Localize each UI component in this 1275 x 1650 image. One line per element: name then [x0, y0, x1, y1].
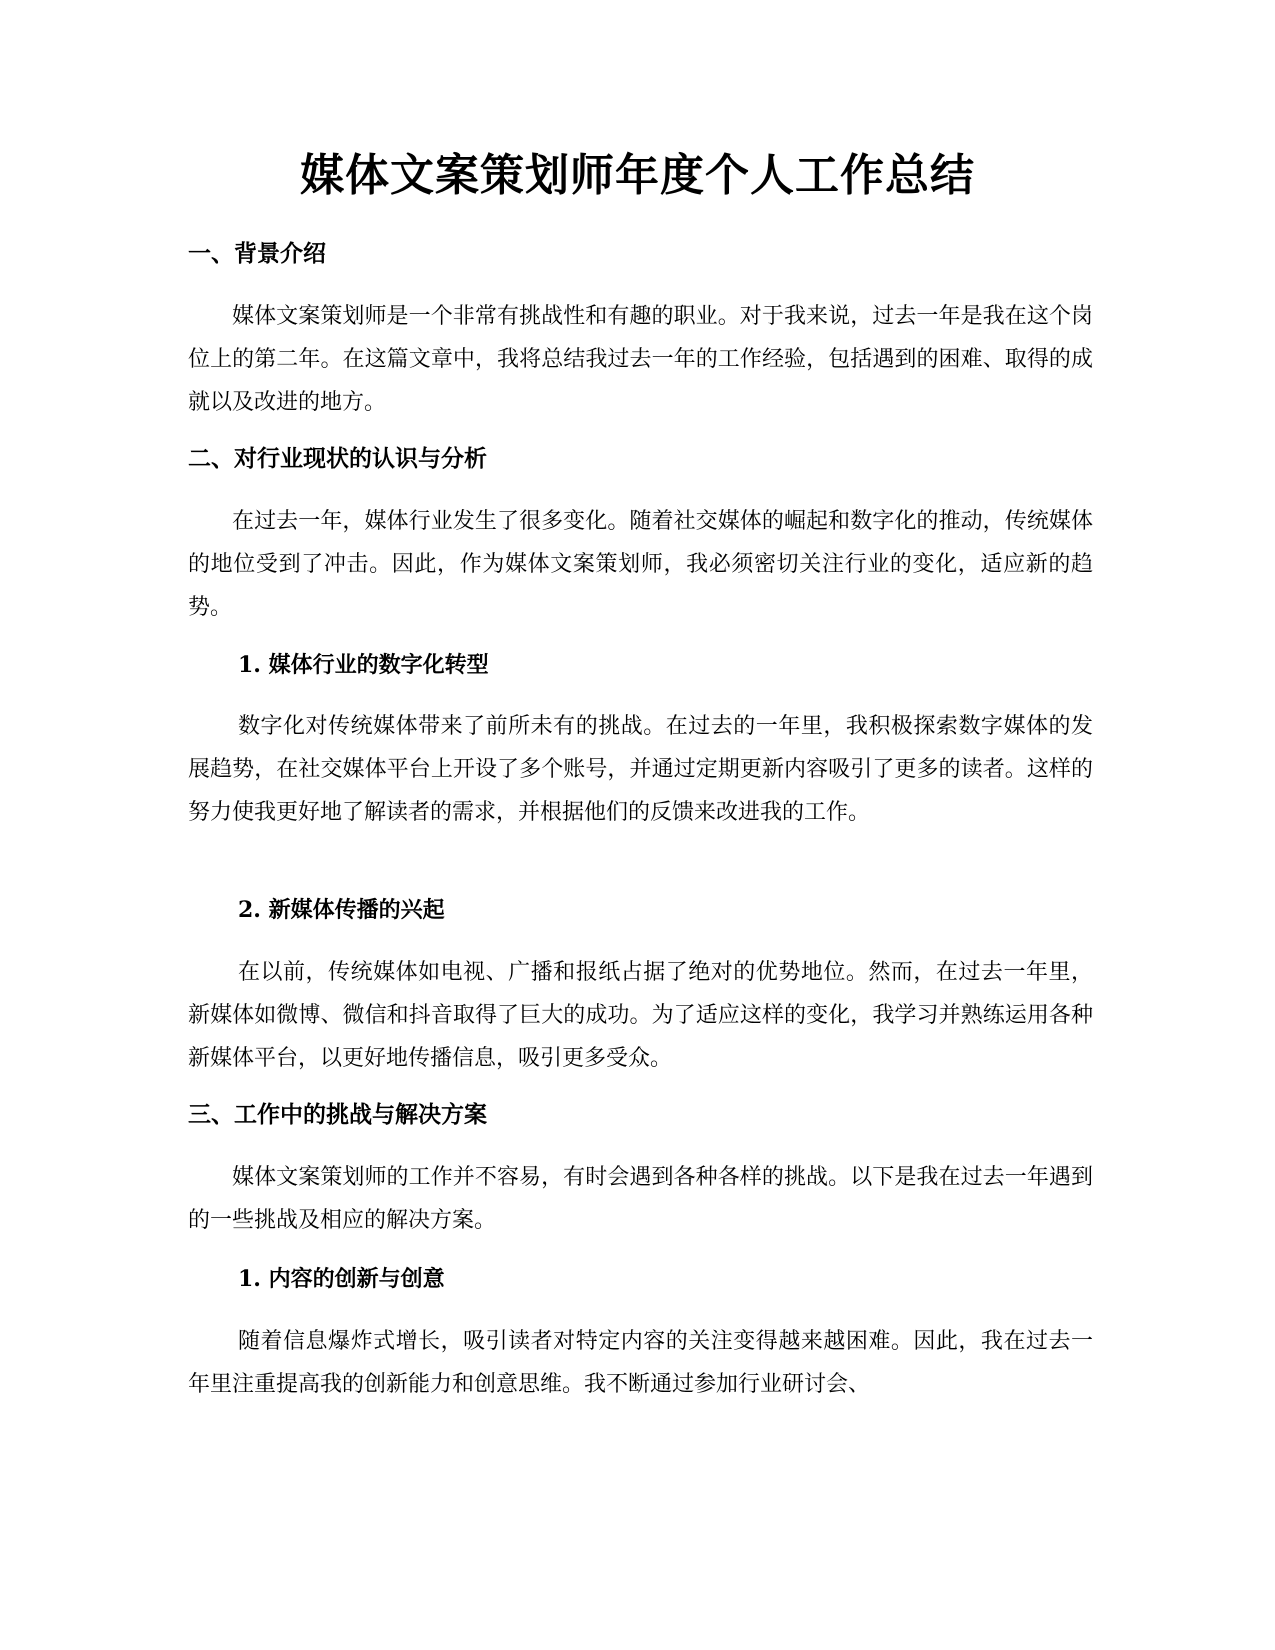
- section-heading-industry-analysis: 二、对行业现状的认识与分析: [188, 446, 487, 472]
- section-heading-challenges: 三、工作中的挑战与解决方案: [188, 1102, 487, 1128]
- paragraph-new-media: 在以前，传统媒体如电视、广播和报纸占据了绝对的优势地位。然而，在过去一年里，新媒体如微博、微信和抖音取得了巨大的成功。为了适应这样的变化，我学习并熟练运用各种新媒体平台，以更好地传播信息，吸引更多受众。: [188, 960, 1093, 1071]
- subsection-heading-new-media: 2. 新媒体传播的兴起: [238, 897, 445, 923]
- subsection-heading-content-innovation: 1. 内容的创新与创意: [238, 1266, 445, 1292]
- subsection-heading-digital-transformation: 1. 媒体行业的数字化转型: [238, 652, 489, 678]
- paragraph-background: 媒体文案策划师是一个非常有挑战性和有趣的职业。对于我来说，过去一年是我在这个岗位上的第二年。在这篇文章中，我将总结我过去一年的工作经验，包括遇到的困难、取得的成就以及改进的地方。: [188, 304, 1093, 415]
- paragraph-content-innovation: 随着信息爆炸式增长，吸引读者对特定内容的关注变得越来越困难。因此，我在过去一年里注重提高我的创新能力和创意思维。我不断通过参加行业研讨会、: [188, 1329, 1093, 1397]
- section-heading-background: 一、背景介绍: [188, 241, 326, 267]
- paragraph-challenges: 媒体文案策划师的工作并不容易，有时会遇到各种各样的挑战。以下是我在过去一年遇到的一些挑战及相应的解决方案。: [188, 1165, 1093, 1233]
- document-title: 媒体文案策划师年度个人工作总结: [300, 150, 975, 201]
- paragraph-industry-analysis: 在过去一年，媒体行业发生了很多变化。随着社交媒体的崛起和数字化的推动，传统媒体的地位受到了冲击。因此，作为媒体文案策划师，我必须密切关注行业的变化，适应新的趋势。: [188, 509, 1093, 620]
- paragraph-digital-transformation: 数字化对传统媒体带来了前所未有的挑战。在过去的一年里，我积极探索数字媒体的发展趋势，在社交媒体平台上开设了多个账号，并通过定期更新内容吸引了更多的读者。这样的努力使我更好地了解读者的需求，并根据他们的反馈来改进我的工作。: [188, 714, 1093, 825]
